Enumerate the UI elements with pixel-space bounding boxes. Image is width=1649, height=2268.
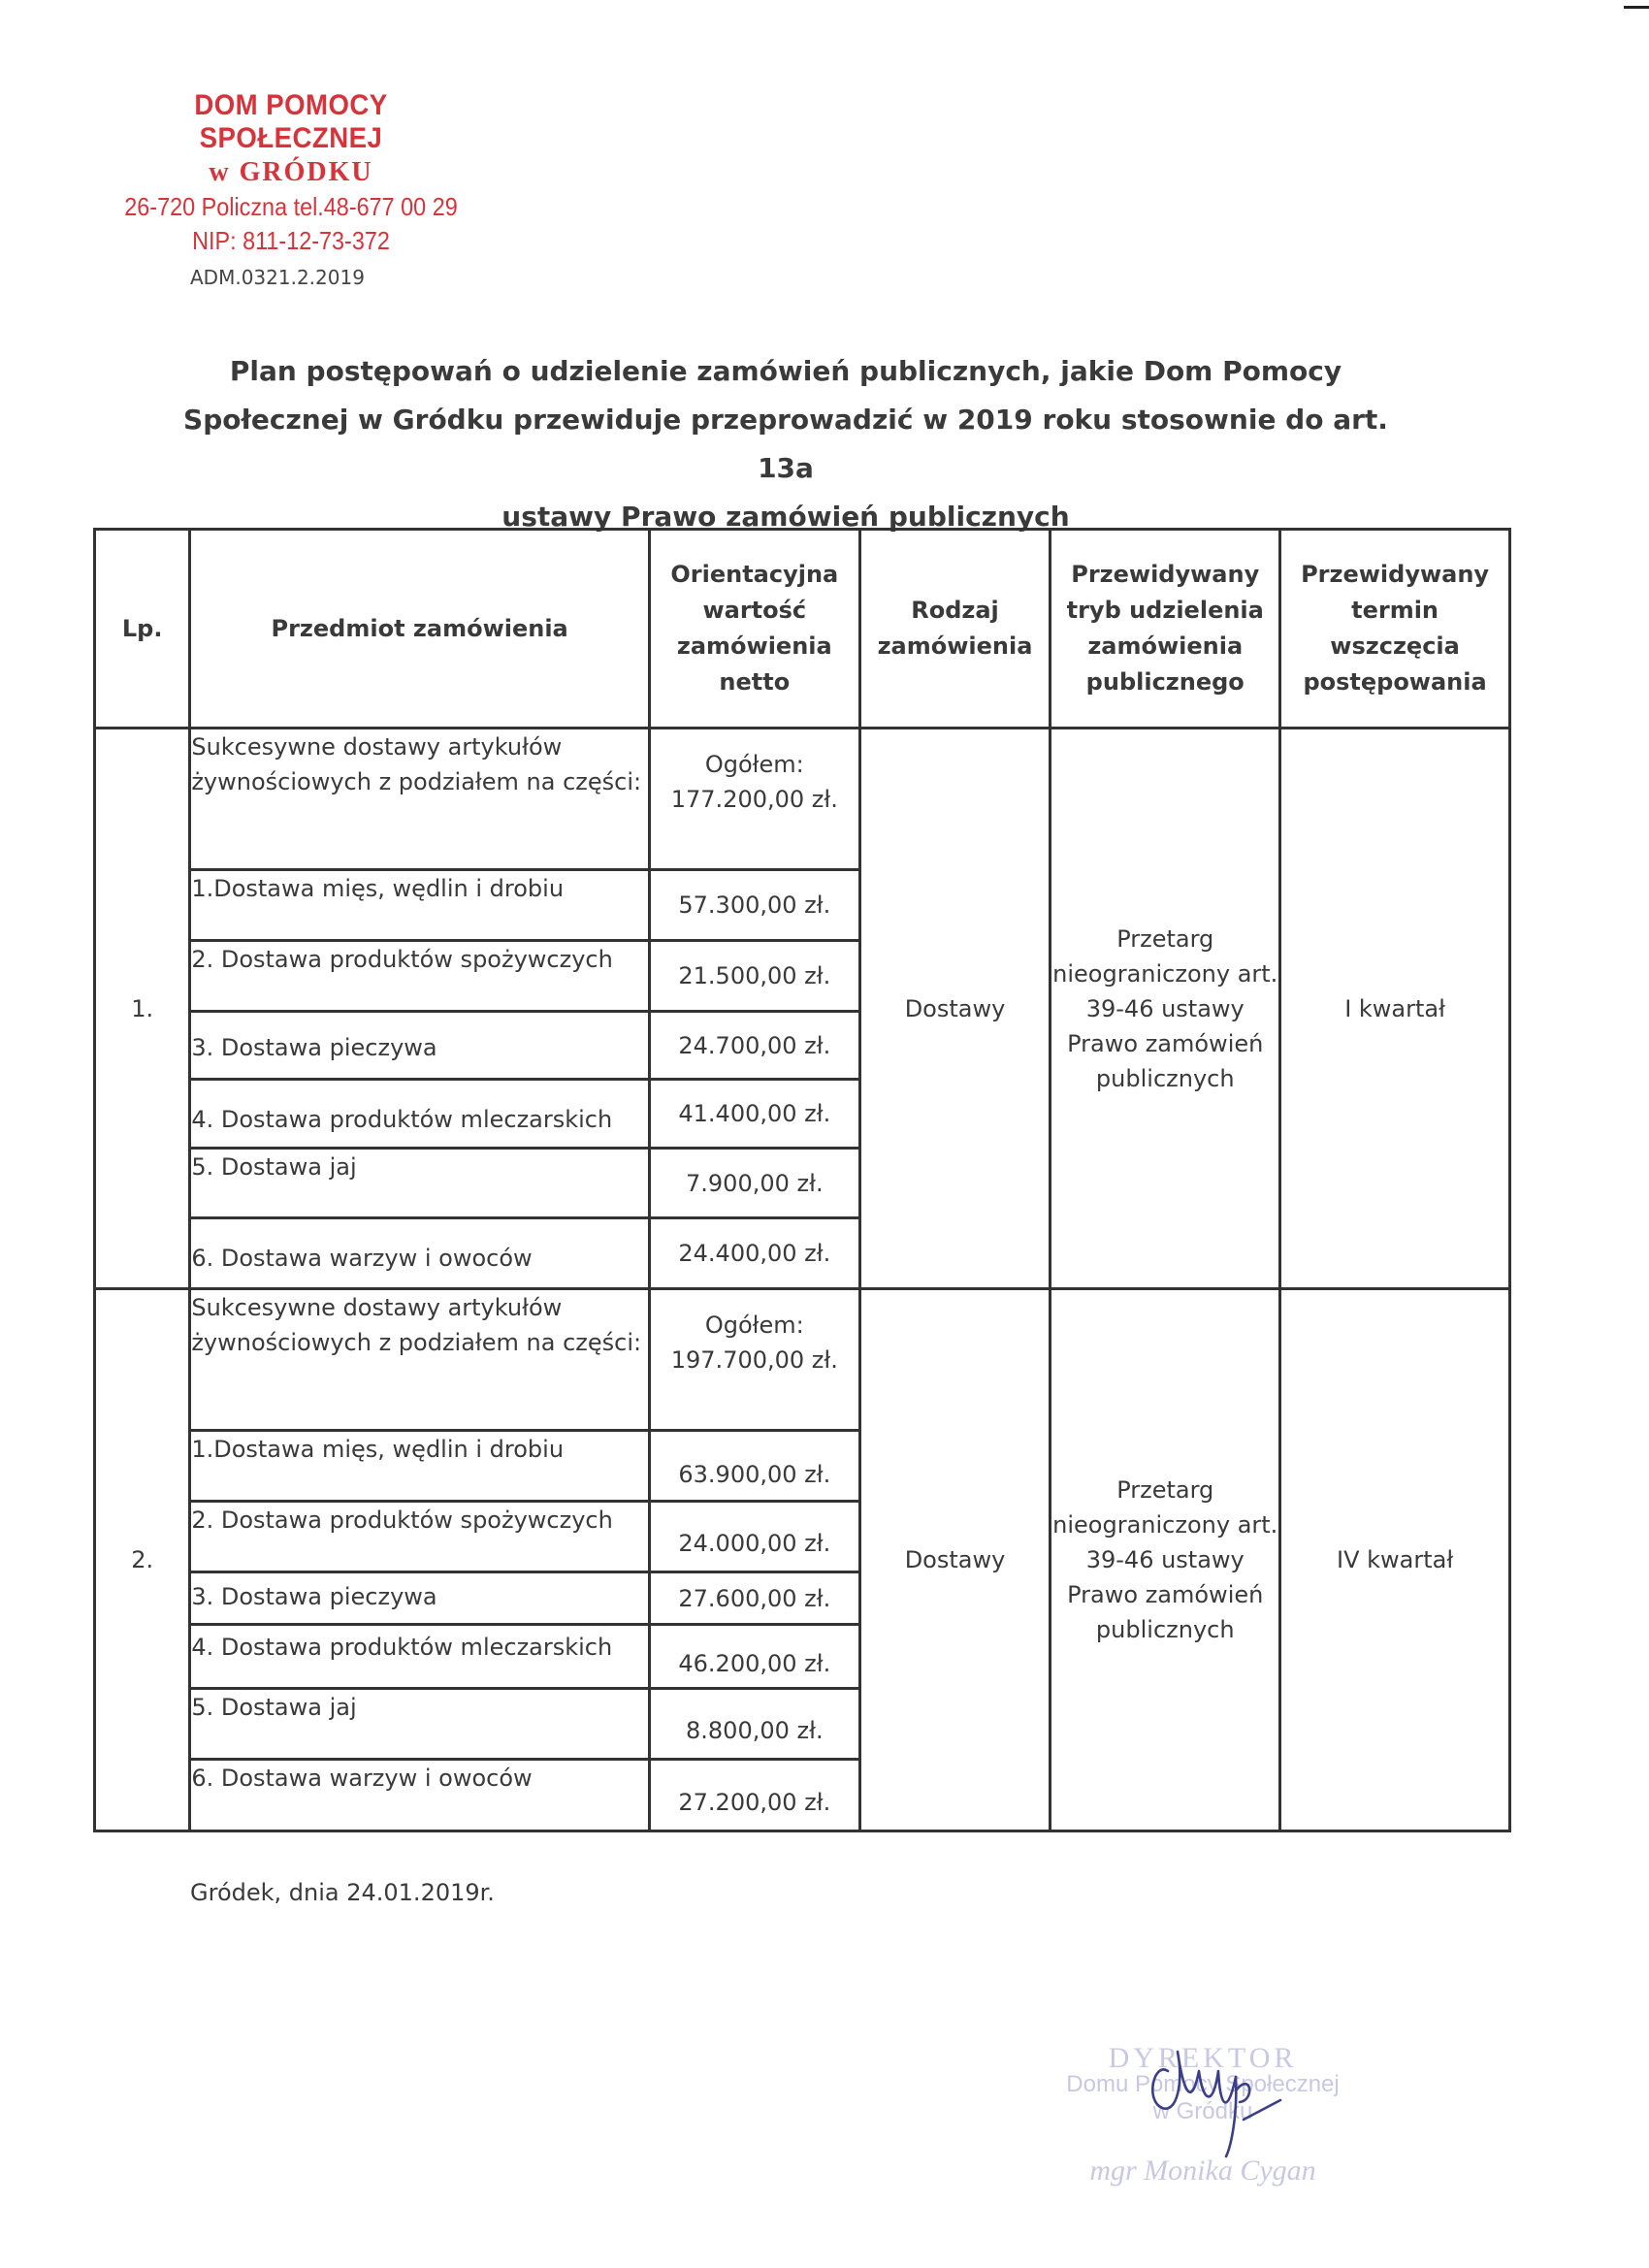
item-name: 3. Dostawa pieczywa [190,1572,650,1625]
title-line-1: Plan postępowań o udzielenie zamówień publicznych, jakie Dom Pomocy [229,355,1342,387]
document-title [155,347,1416,541]
item-name: 2. Dostawa produktów spożywczych [190,941,650,1012]
header-type: Rodzaj zamówienia [859,530,1051,729]
item-name: 3. Dostawa pieczywa [190,1012,650,1080]
item-name: 5. Dostawa jaj [190,1149,650,1218]
header-mode: Przewidywany tryb udzielenia zamówienia publicznego [1051,530,1280,729]
group-number: 2. [95,1289,190,1831]
document-reference: ADM.0321.2.2019 [190,266,365,289]
order-type: Dostawy [859,729,1051,1289]
item-name: 4. Dostawa produktów mleczarskich [190,1080,650,1149]
item-value: 27.200,00 zł. [649,1760,859,1831]
stamp-town: w GRÓDKU [209,157,373,187]
group-total: Ogółem: 197.700,00 zł. [649,1289,859,1431]
stamp-person: mgr Monika Cygan [1089,2155,1316,2187]
item-name: 2. Dostawa produktów spożywczych [190,1502,650,1572]
stamp-name: DOM POMOCY SPOŁECZNEJ [194,89,388,154]
procurement-plan-table [93,528,1511,1832]
start-term: I kwartał [1280,729,1510,1289]
item-name: 1.Dostawa mięs, wędlin i drobiu [190,1431,650,1502]
handwritten-signature [1135,2032,1310,2158]
title-line-3: ustawy Prawo zamówień publicznych [501,501,1070,533]
stamp-town: w Gródku [1152,2098,1253,2124]
group-intro: Sukcesywne dostawy artykułów żywnościowych z podziałem na części: [190,729,650,870]
header-term: Przewidywany termin wszczęcia postępowania [1280,530,1510,729]
item-name: 6. Dostawa warzyw i owoców [190,1218,650,1289]
item-name: 5. Dostawa jaj [190,1689,650,1760]
group-total: Ogółem: 177.200,00 zł. [649,729,859,870]
header-subject: Przedmiot zamówienia [190,530,650,729]
item-name: 4. Dostawa produktów mleczarskich [190,1625,650,1689]
stamp-nip: NIP: 811-12-73-372 [192,226,390,255]
procurement-mode: Przetarg nieograniczony art. 39-46 ustawy Prawo zamówień publicznych [1051,729,1280,1289]
header-lp: Lp. [95,530,190,729]
group-intro: Sukcesywne dostawy artykułów żywnościowych z podziałem na części: [190,1289,650,1431]
institution-stamp [97,89,485,256]
item-value: 63.900,00 zł. [649,1431,859,1502]
table-row [95,1289,1510,1431]
table-row [95,729,1510,870]
stamp-role: DYREKTOR [1108,2042,1298,2074]
item-value: 46.200,00 zł. [649,1625,859,1689]
item-value: 24.700,00 zł. [649,1012,859,1080]
header-value: Orientacyjna wartość zamówienia netto [649,530,859,729]
title-line-2: Społecznej w Gródku przewiduje przeprowadzić w 2019 roku stosownie do art. 13a [183,404,1388,484]
item-value: 7.900,00 zł. [649,1149,859,1218]
item-value: 21.500,00 zł. [649,941,859,1012]
procurement-mode: Przetarg nieograniczony art. 39-46 ustawy Prawo zamówień publicznych [1051,1289,1280,1831]
start-term: IV kwartał [1280,1289,1510,1831]
item-value: 24.000,00 zł. [649,1502,859,1572]
item-name: 1.Dostawa mięs, wędlin i drobiu [190,870,650,941]
order-type: Dostawy [859,1289,1051,1831]
item-value: 8.800,00 zł. [649,1689,859,1760]
item-value: 24.400,00 zł. [649,1218,859,1289]
item-value: 41.400,00 zł. [649,1080,859,1149]
table-header-row [95,530,1510,729]
stamp-address: 26-720 Policzna tel.48-677 00 29 [124,192,458,221]
item-name: 6. Dostawa warzyw i owoców [190,1760,650,1831]
place-and-date: Gródek, dnia 24.01.2019r. [190,1879,495,1906]
stamp-institution: Domu Pomocy Społecznej [1066,2071,1340,2097]
group-number: 1. [95,729,190,1289]
item-value: 27.600,00 zł. [649,1572,859,1625]
item-value: 57.300,00 zł. [649,870,859,941]
scan-edge-mark [1624,6,1649,9]
